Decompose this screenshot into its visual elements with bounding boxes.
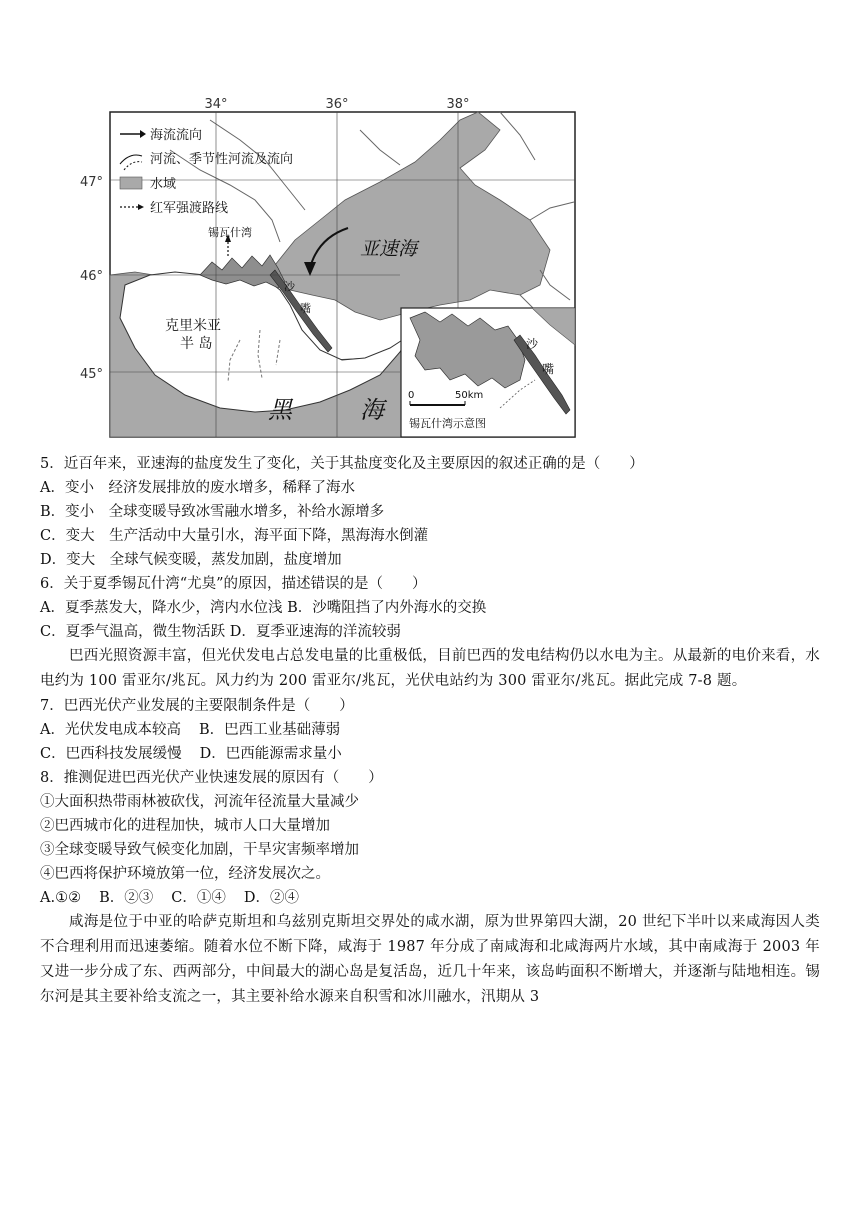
question-8-stem: 8．推测促进巴西光伏产业快速发展的原因有（ ） [40, 770, 383, 786]
question-5-option-c: C．变大 生产活动中大量引水，海平面下降，黑海海水倒灌 [40, 528, 429, 544]
question-7-options-ab [40, 718, 820, 742]
black-sea-label-2: 海 [360, 396, 384, 424]
question-8-option-c: C．①④ [171, 890, 226, 906]
inset-scale-zero: 0 [408, 390, 415, 401]
legend-route: 红军强渡路线 [150, 201, 229, 216]
question-8-item-2: ②巴西城市化的进程加快，城市人口大量增加 [40, 818, 330, 834]
lon-label: 36° [325, 97, 349, 112]
question-5-option-d: D．变大 全球气候变暖，蒸发加剧，盐度增加 [40, 552, 342, 568]
legend-current: 海流流向 [150, 128, 203, 143]
question-6-options-ab: A．夏季蒸发大，降水少，湾内水位浅 B．沙嘴阻挡了内外海水的交换 [40, 600, 487, 616]
question-8-item-4: ④巴西将保护环境放第一位，经济发展次之。 [40, 866, 330, 882]
question-5-stem: 5．近百年来，亚速海的盐度发生了变化，关于其盐度变化及主要原因的叙述正确的是（ ） [40, 456, 644, 472]
inset-map [401, 308, 575, 437]
passage-aral-sea: 咸海是位于中亚的哈萨克斯坦和乌兹别克斯坦交界处的咸水湖，原为世界第四大湖，20 世纪下半叶以来咸海因人类不合理利用而迅速萎缩。随着水位不断下降，咸海于 1987 年分成了南咸海和北咸海两片水域，其中南咸海于 2003 年又进一步分成了东、西两部分，中间最大的湖心岛是复活岛，近几十年来，该岛屿面积不断增大，并逐渐与陆地相连。锡尔河是其主要补给支流之一，其主要补给水源来自积雪和冰川融水，汛期从 3 [40, 914, 820, 1005]
question-7-option-a: A．光伏发电成本较高 [40, 722, 181, 738]
azov-label: 亚速海 [360, 238, 418, 260]
question-5-option-a: A．变小 经济发展排放的废水增多，稀释了海水 [40, 480, 355, 496]
legend-river: 河流、季节性河流及流向 [150, 152, 294, 167]
question-8-options [40, 886, 820, 910]
question-8-item-3: ③全球变暖导致气候变化加剧，干旱灾害频率增加 [40, 842, 359, 858]
lat-label: 45° [80, 367, 104, 382]
crimea-label-2: 半 岛 [180, 336, 213, 352]
inset-spit-label-1: 沙 [526, 337, 539, 351]
map-figure [80, 90, 580, 442]
question-6-stem: 6．关于夏季锡瓦什湾“尤臭”的原因，描述错误的是（ ） [40, 576, 427, 592]
legend-water: 水域 [150, 177, 177, 192]
question-7-option-d: D．巴西能源需求量小 [199, 746, 342, 762]
question-8-option-a: A.①② [40, 890, 82, 906]
spit-label-1: 沙 [284, 280, 295, 293]
passage-brazil: 巴西光照资源丰富，但光伏发电占总发电量的比重极低，目前巴西的发电结构仍以水电为主。从最新的电价来看，水电约为 100 雷亚尔/兆瓦。风力约为 200 雷亚尔/兆瓦，光伏电站约为 300 雷亚尔/兆瓦。据此完成 7-8 题。 [40, 648, 820, 689]
question-8-option-d: D．②④ [243, 890, 299, 906]
inset-scale-length: 50km [455, 390, 484, 401]
question-7-option-b: B．巴西工业基础薄弱 [198, 722, 341, 738]
crimea-label-1: 克里米亚 [165, 318, 221, 334]
question-content [40, 452, 820, 1010]
lon-label: 34° [204, 97, 228, 112]
lon-label: 38° [446, 97, 470, 112]
sivash-label: 锡瓦什湾 [208, 226, 252, 239]
question-5-option-b: B．变小 全球变暖导致冰雪融水增多，补给水源增多 [40, 504, 385, 520]
lat-label: 46° [80, 269, 104, 284]
spit-label-2: 嘴 [300, 302, 311, 315]
lat-label: 47° [80, 175, 104, 190]
question-6-options-cd: C．夏季气温高，微生物活跃 D．夏季亚速海的洋流较弱 [40, 624, 401, 640]
inset-spit-label-2: 嘴 [542, 362, 555, 376]
question-8-option-b: B．②③ [99, 890, 154, 906]
question-8-item-1: ①大面积热带雨林被砍伐，河流年径流量大量减少 [40, 794, 359, 810]
black-sea-label-1: 黑 [268, 396, 292, 424]
question-7-option-c: C．巴西科技发展缓慢 [40, 746, 182, 762]
question-7-stem: 7．巴西光伏产业发展的主要限制条件是（ ） [40, 698, 354, 714]
inset-title: 锡瓦什湾示意图 [409, 417, 486, 430]
question-7-options-cd [40, 742, 820, 766]
